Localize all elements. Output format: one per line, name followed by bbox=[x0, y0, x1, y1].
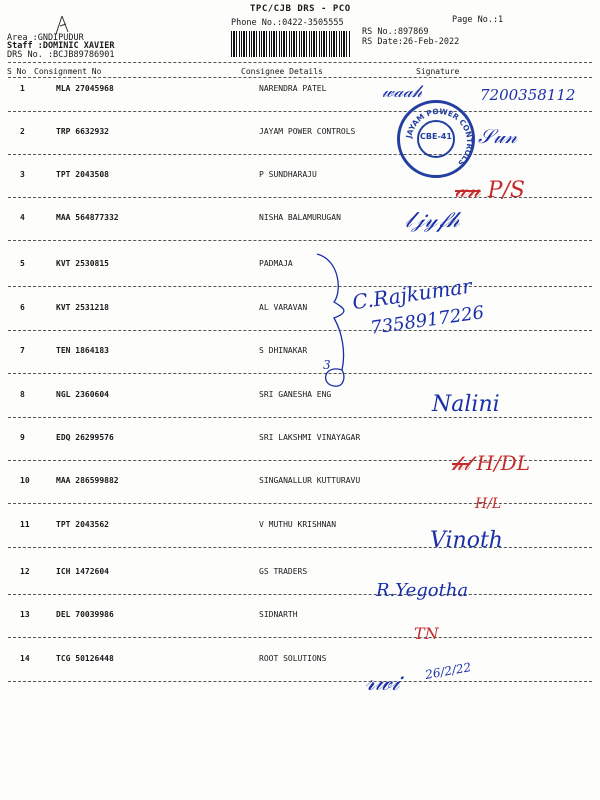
row-consignee: ROOT SOLUTIONS bbox=[259, 654, 327, 663]
row-consignee: JAYAM POWER CONTROLS bbox=[259, 127, 356, 136]
row-sno: 10 bbox=[20, 476, 30, 485]
row-divider bbox=[8, 637, 592, 638]
staff-label: Staff :DOMINIC XAVIER bbox=[7, 41, 115, 51]
table-row bbox=[0, 259, 600, 279]
rs-date: RS Date:26-Feb-2022 bbox=[362, 37, 460, 47]
row-consignee: PADMAJA bbox=[259, 259, 293, 268]
signature-date-row-14: 26/2/22 bbox=[424, 660, 473, 682]
row-divider bbox=[8, 286, 592, 287]
row-sno: 12 bbox=[20, 567, 30, 576]
header-top-rule bbox=[8, 62, 592, 63]
signature-row-4: 𝓁𝒿𝓎𝒻𝒽 bbox=[405, 208, 460, 233]
row-consignment: TPT 2043508 bbox=[56, 170, 109, 179]
signature-row-3: 𝒶𝓃 P/S bbox=[455, 178, 525, 203]
row-divider bbox=[8, 594, 592, 595]
table-row bbox=[0, 213, 600, 233]
row-consignee: SRI LAKSHMI VINAYAGAR bbox=[259, 433, 361, 442]
table-row bbox=[0, 654, 600, 674]
row-divider bbox=[8, 503, 592, 504]
header-bottom-rule bbox=[8, 77, 592, 78]
row-sno: 9 bbox=[20, 433, 25, 442]
row-consignee: NARENDRA PATEL bbox=[259, 84, 327, 93]
table-row bbox=[0, 433, 600, 453]
drs-number: DRS No. :BCJB89786901 bbox=[7, 50, 115, 60]
column-header-consignee: Consignee Details bbox=[241, 67, 323, 76]
column-header-sno: S No bbox=[7, 67, 27, 76]
row-consignment: TPT 2043562 bbox=[56, 520, 109, 529]
row-divider bbox=[8, 417, 592, 418]
signature-name-row-6: C.Rajkumar bbox=[350, 273, 474, 315]
row-consignment: MAA 286599882 bbox=[56, 476, 119, 485]
row-consignee: GS TRADERS bbox=[259, 567, 308, 576]
row-consignment: NGL 2360604 bbox=[56, 390, 109, 399]
row-divider bbox=[8, 154, 592, 155]
row-sno: 7 bbox=[20, 346, 25, 355]
row-consignment: DEL 70039986 bbox=[56, 610, 114, 619]
signature-mark-row-7: 3 bbox=[323, 358, 331, 372]
table-row bbox=[0, 390, 600, 410]
signature-row-11: Vinoth bbox=[430, 528, 503, 553]
signature-row-1: 𝓌𝒶𝒶𝒽 bbox=[382, 82, 423, 102]
row-consignment: TCG 50126448 bbox=[56, 654, 114, 663]
row-consignment: EDQ 26299576 bbox=[56, 433, 114, 442]
stamp-inner-circle bbox=[417, 120, 455, 158]
row-consignee: SRI GANESHA ENG bbox=[259, 390, 332, 399]
stamp-code: CBE-41 bbox=[420, 132, 452, 141]
signature-row-9-text: H/DL bbox=[476, 451, 530, 475]
row-consignee: SINGANALLUR KUTTURAVU bbox=[259, 476, 361, 485]
row-consignee: P SUNDHARAJU bbox=[259, 170, 317, 179]
signature-row-8: Nalini bbox=[432, 392, 500, 417]
signature-row-3-text: P/S bbox=[487, 178, 525, 203]
table-row bbox=[0, 346, 600, 366]
page-number: Page No.:1 bbox=[452, 15, 504, 25]
table-row bbox=[0, 303, 600, 323]
row-consignee: AL VARAVAN bbox=[259, 303, 308, 312]
row-consignment: ICH 1472604 bbox=[56, 567, 109, 576]
area-label: Area :GNDIPUDUR bbox=[7, 33, 84, 43]
bracket-mark bbox=[312, 252, 362, 392]
signature-row-13: TN bbox=[414, 624, 439, 643]
row-consignment: KVT 2530815 bbox=[56, 259, 109, 268]
row-sno: 1 bbox=[20, 84, 25, 93]
row-sno: 2 bbox=[20, 127, 25, 136]
row-consignment: MLA 27045968 bbox=[56, 84, 114, 93]
signature-phone-row-1: 7200358112 bbox=[480, 86, 576, 104]
signature-row-9: 𝒽𝓁 H/DL bbox=[452, 451, 530, 475]
table-row bbox=[0, 567, 600, 587]
table-row bbox=[0, 520, 600, 540]
row-divider bbox=[8, 373, 592, 374]
row-sno: 8 bbox=[20, 390, 25, 399]
pen-scribble bbox=[52, 12, 76, 38]
row-sno: 6 bbox=[20, 303, 25, 312]
signature-row-2: 𝒮𝓊𝓃 bbox=[478, 124, 518, 148]
row-consignment: KVT 2531218 bbox=[56, 303, 109, 312]
row-divider bbox=[8, 111, 592, 112]
row-divider bbox=[8, 547, 592, 548]
phone-number: Phone No.:0422-3505555 bbox=[231, 18, 344, 28]
signature-phone-row-6: 7358917226 bbox=[369, 302, 486, 339]
barcode bbox=[231, 31, 351, 57]
row-sno: 5 bbox=[20, 259, 25, 268]
row-consignee: NISHA BALAMURUGAN bbox=[259, 213, 341, 222]
stamp-ring-label: JAYAM POWER CONTROLS bbox=[404, 106, 475, 168]
row-sno: 4 bbox=[20, 213, 25, 222]
table-row bbox=[0, 476, 600, 496]
row-sno: 11 bbox=[20, 520, 30, 529]
row-consignment: TRP 6632932 bbox=[56, 127, 109, 136]
row-consignment: MAA 564877332 bbox=[56, 213, 119, 222]
column-header-consignment: Consignment No bbox=[34, 67, 102, 76]
row-consignee: V MUTHU KRISHNAN bbox=[259, 520, 337, 529]
column-header-signature: Signature bbox=[416, 67, 460, 76]
row-consignee: SIDNARTH bbox=[259, 610, 298, 619]
signature-row-11-top: H/L bbox=[475, 496, 502, 512]
row-consignee: S DHINAKAR bbox=[259, 346, 308, 355]
rs-number: RS No.:897869 bbox=[362, 27, 429, 37]
sheet-title: TPC/CJB DRS - PCO bbox=[250, 4, 351, 14]
row-divider bbox=[8, 681, 592, 682]
row-divider bbox=[8, 240, 592, 241]
row-sno: 3 bbox=[20, 170, 25, 179]
row-divider bbox=[8, 330, 592, 331]
table-row bbox=[0, 610, 600, 630]
company-stamp bbox=[397, 100, 475, 178]
row-consignment: TEN 1864183 bbox=[56, 346, 109, 355]
signature-row-14: 𝓇𝓌𝒾 bbox=[365, 668, 400, 696]
signature-row-12: R.Yegotha bbox=[376, 580, 469, 601]
row-sno: 13 bbox=[20, 610, 30, 619]
row-sno: 14 bbox=[20, 654, 30, 663]
